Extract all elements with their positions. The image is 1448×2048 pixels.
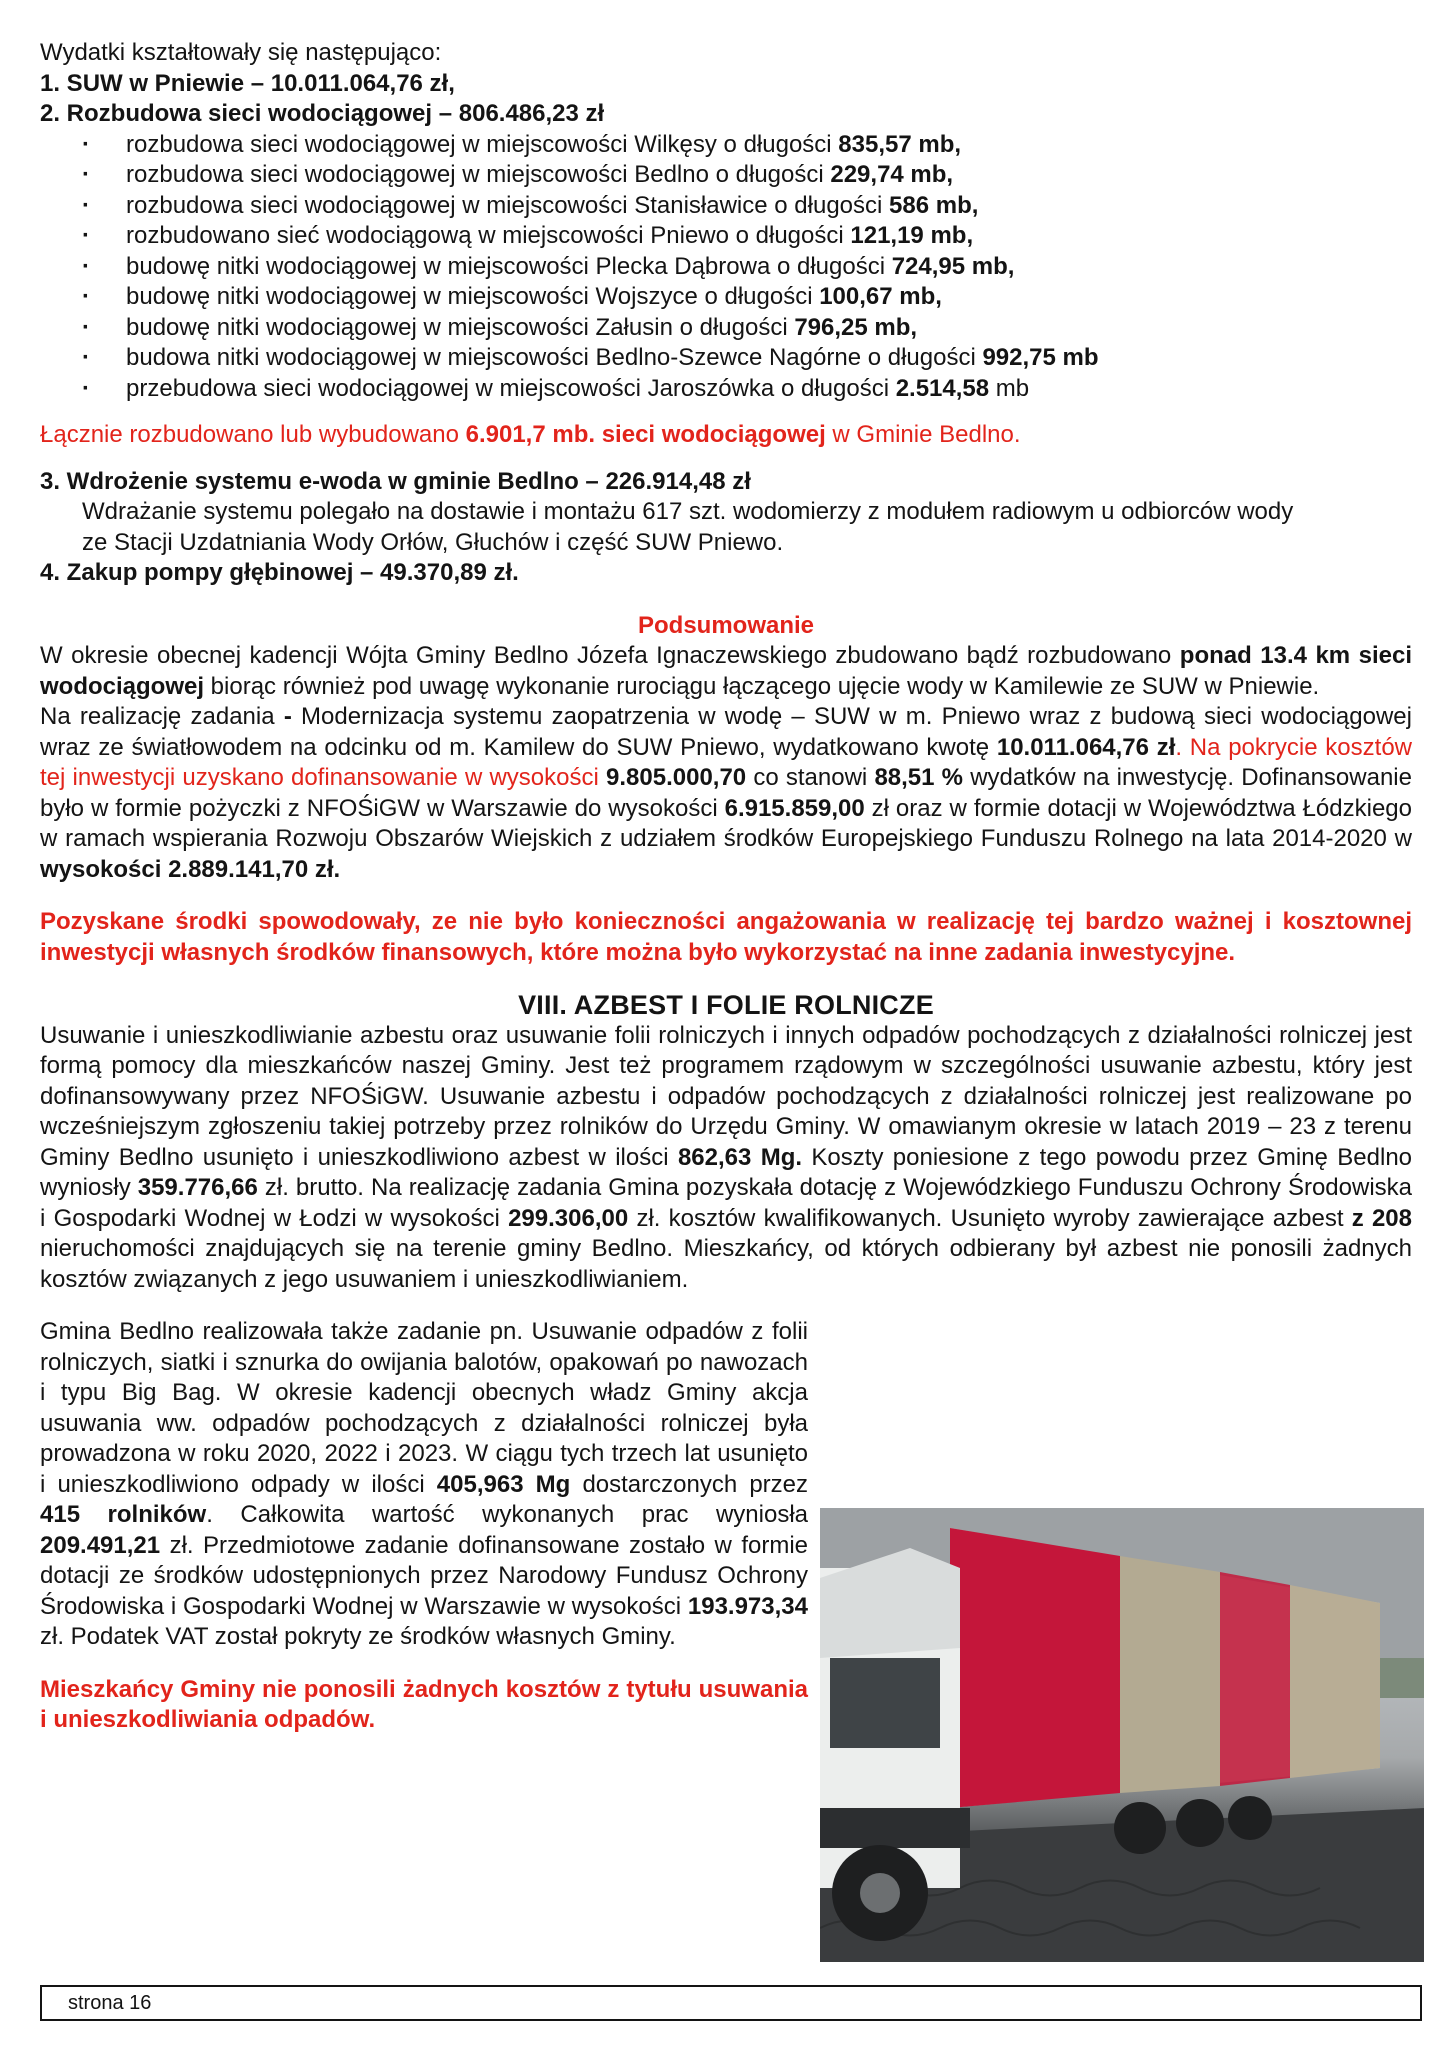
summary-paragraph-2: Na realizację zadania - Modernizacja systemu zaopatrzenia w wodę – SUW w m. Pniewo wraz z budową sieci wodociągowej wraz ze światłowodem na odcinku od m. Kamilew do SUW Pniewo, wydatkowano kwotę 10.011.064,76 zł. Na pokrycie kosztów tej inwestycji uzyskano dofinansowanie w wysokości 9.805.000,70 co stanowi 88,51 % wydatków na inwestycję. Dofinansowanie było w formie pożyczki z NFOŚiGW w Warszawie do wysokości 6.915.859,00 zł oraz w formie dotacji w Województwa Łódzkiego w ramach wspierania Rozwoju Obszarów Wiejskich z udziałem środków Europejskiego Funduszu Rolnego na lata 2014-2020 w wysokości 2.889.141,70 zł.: [40, 703, 1412, 883]
list-item: · budowę nitki wodociągowej w miejscowości Załusin o długości 796,25 mb,: [82, 313, 1412, 344]
page-number: strona 16: [68, 1992, 152, 2014]
expense-item-3: 3. Wdrożenie systemu e-woda w gminie Bedlno – 226.914,48 zł: [40, 467, 751, 495]
total-length-note: Łącznie rozbudowano lub wybudowano 6.901,7 mb. sieci wodociągowej w Gminie Bedlno.: [40, 421, 1021, 448]
intro-text: Wydatki kształtowały się następująco:: [40, 39, 442, 66]
list-item: · budowę nitki wodociągowej w miejscowości Wojszyce o długości 100,67 mb,: [82, 282, 1412, 313]
summary-title: Podsumowanie: [637, 611, 815, 639]
asbestos-paragraph: Usuwanie i unieszkodliwianie azbestu oraz usuwanie folii rolniczych i innych odpadów pochodzących z działalności rolniczej jest formą pomocy dla mieszkańców naszej Gminy. Jest też programem rządowym w szczególności usuwanie azbestu, który jest dofinansowywany przez NFOŚiGW. Usuwanie azbestu i odpadów pochodzących z działalności rolniczej jest realizowane po wcześniejszym zgłoszeniu takiej potrzeby przez rolników do Urzędu Gminy. W omawianym okresie w latach 2019 – 23 z terenu Gminy Bedlno usunięto i unieszkodliwiono azbest w ilości 862,63 Mg. Koszty poniesione z tego powodu przez Gminę Bedlno wyniosły 359.776,66 zł. brutto. Na realizację zadania Gmina pozyskała dotację z Wojewódzkiego Funduszu Ochrony Środowiska i Gospodarki Wodnej w Łodzi w wysokości 299.306,00 zł. kosztów kwalifikowanych. Usunięto wyroby zawierające azbest z 208 nieruchomości znajdujących się na terenie gminy Bedlno. Mieszkańcy, od których odbierany był azbest nie ponosili żadnych kosztów związanych z jego usuwaniem i unieszkodliwianiem.: [40, 1021, 1413, 1293]
expense-item-1: 1. SUW w Pniewie – 10.011.064,76 zł,: [40, 69, 455, 97]
list-item: · rozbudowa sieci wodociągowej w miejscowości Wilkęsy o długości 835,57 mb,: [82, 130, 1412, 161]
list-item: · rozbudowa sieci wodociągowej w miejscowości Stanisławice o długości 586 mb,: [82, 191, 1412, 222]
list-item: · rozbudowa sieci wodociągowej w miejscowości Bedlno o długości 229,74 mb,: [82, 160, 1412, 191]
section-title: VIII. AZBEST I FOLIE ROLNICZE: [518, 990, 934, 1020]
truck-illustration: [820, 1508, 1424, 1962]
list-item: · przebudowa sieci wodociągowej w miejscowości Jaroszówka o długości 2.514,58 mb: [82, 374, 1412, 405]
page-content: [40, 38, 1412, 1736]
expense-item-3-desc-2: ze Stacji Uzdatniania Wody Orłów, Głuchów i część SUW Pniewo.: [82, 528, 784, 556]
list-item: · budowa nitki wodociągowej w miejscowości Bedlno-Szewce Nagórne o długości 992,75 mb: [82, 343, 1412, 374]
list-item: · rozbudowano sieć wodociągową w miejscowości Pniewo o długości 121,19 mb,: [82, 221, 1412, 252]
summary-paragraph-1: W okresie obecnej kadencji Wójta Gminy Bedlno Józefa Ignaczewskiego zbudowano bądź rozbudowano ponad 13.4 km sieci wodociągowej biorąc również pod uwagę wykonanie rurociągu łączącego ujęcie wody w Kamilewie ze SUW w Pniewie.: [40, 642, 1413, 700]
funding-note: Pozyskane środki spowodowały, ze nie było konieczności angażowania w realizację tej bardzo ważnej i kosztownej inwestycji własnych środków finansowych, które można było wykorzystać na inne zadania inwestycyjne.: [40, 908, 1412, 966]
expense-item-4: 4. Zakup pompy głębinowej – 49.370,89 zł.: [40, 559, 519, 586]
expense-item-3-desc-1: Wdrażanie systemu polegało na dostawie i montażu 617 szt. wodomierzy z modułem radiowym u odbiorców wody: [82, 498, 1294, 525]
residents-note: Mieszkańcy Gminy nie ponosili żadnych kosztów z tytułu usuwania i unieszkodliwiania odpadów.: [40, 1675, 808, 1733]
page-footer: [40, 1985, 1422, 2021]
list-item: · budowę nitki wodociągowej w miejscowości Plecka Dąbrowa o długości 724,95 mb,: [82, 252, 1412, 283]
bullet-list: [40, 130, 1412, 405]
expense-item-2: 2. Rozbudowa sieci wodociągowej – 806.486,23 zł: [40, 100, 605, 127]
truck-photo: [820, 1508, 1424, 1962]
foil-paragraph: Gmina Bedlno realizowała także zadanie pn. Usuwanie odpadów z folii rolniczych, siatki i sznurka do owijania balotów, opakowań po nawozach i typu Big Bag. W okresie kadencji obecnych władz Gminy akcja usuwania ww. odpadów pochodzących z działalności rolniczej była prowadzona w roku 2020, 2022 i 2023. W ciągu tych trzech lat usunięto i unieszkodliwiono odpady w ilości 405,963 Mg dostarczonych przez 415 rolników. Całkowita wartość wykonanych prac wyniosła 209.491,21 zł. Przedmiotowe zadanie dofinansowane zostało w formie dotacji ze środków udostępnionych przez Narodowy Fundusz Ochrony Środowiska i Gospodarki Wodnej w Warszawie w wysokości 193.973,34 zł. Podatek VAT został pokryty ze środków własnych Gminy.: [40, 1318, 808, 1650]
